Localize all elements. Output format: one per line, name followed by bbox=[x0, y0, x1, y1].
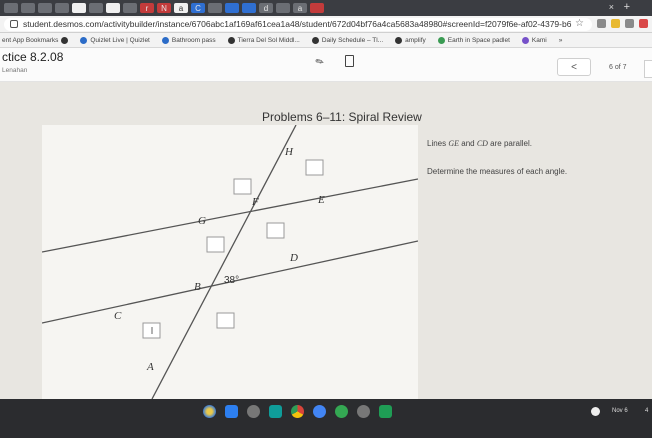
tab-icon[interactable] bbox=[225, 3, 239, 13]
activity-title: ctice 8.2.08 bbox=[2, 50, 64, 64]
new-tab-button[interactable]: + bbox=[623, 1, 630, 13]
tab-close-icon[interactable]: × bbox=[608, 2, 614, 12]
problem-title: Problems 6–11: Spiral Review bbox=[262, 110, 422, 124]
tab-letter-r[interactable]: r bbox=[140, 3, 154, 13]
bookmark-amplify[interactable] bbox=[395, 37, 426, 44]
bookmark-label: Daily Schedule – Tl... bbox=[321, 36, 384, 44]
point-label-e: E bbox=[318, 194, 325, 206]
extension-icon[interactable] bbox=[611, 19, 620, 28]
kami-icon bbox=[522, 37, 529, 44]
line-name-ge: GE bbox=[448, 139, 460, 148]
extension-icon[interactable] bbox=[639, 19, 648, 28]
prompt-instruction: Determine the measures of each angle. bbox=[427, 167, 568, 176]
line-ge bbox=[42, 179, 418, 252]
tab-icon[interactable] bbox=[310, 3, 324, 13]
app-icon[interactable] bbox=[379, 405, 392, 418]
tab-letter-c[interactable]: C bbox=[191, 3, 205, 13]
bookmark-label: Bathroom pass bbox=[171, 36, 216, 44]
tab-icon[interactable] bbox=[38, 3, 52, 13]
activity-header bbox=[0, 48, 652, 82]
tab-icon[interactable] bbox=[72, 3, 86, 13]
browser-tab-strip bbox=[0, 0, 652, 16]
bookmark-label: amplify bbox=[405, 36, 426, 44]
tab-icon[interactable] bbox=[123, 3, 137, 13]
tab-letter-d[interactable]: d bbox=[259, 3, 273, 13]
extension-icon[interactable] bbox=[625, 19, 634, 28]
point-label-f: F bbox=[252, 196, 259, 208]
bookmarks-bar bbox=[0, 33, 652, 48]
padlet-icon bbox=[438, 37, 445, 44]
google-icon bbox=[162, 37, 169, 44]
student-name: Lenahan bbox=[2, 67, 28, 74]
bookmark-label: Tierra Del Sol Middl... bbox=[237, 36, 300, 44]
amplify-icon bbox=[395, 37, 402, 44]
bookmark-label: Quizlet Live | Quizlet bbox=[90, 36, 150, 44]
angle-label-38: 38° bbox=[224, 275, 240, 286]
apps-grid-icon bbox=[61, 37, 68, 44]
diagram-card bbox=[42, 125, 418, 399]
bookmark-label: Kami bbox=[531, 36, 547, 44]
line-name-cd: CD bbox=[476, 139, 488, 148]
tab-icon[interactable] bbox=[4, 3, 18, 13]
tab-icon[interactable] bbox=[276, 3, 290, 13]
point-label-g: G bbox=[198, 215, 206, 227]
tab-icon[interactable] bbox=[208, 3, 222, 13]
launcher-icon[interactable] bbox=[203, 405, 216, 418]
prompt-parallel bbox=[427, 139, 532, 148]
bookmark-label: ent App Bookmarks bbox=[2, 36, 59, 44]
tab-icon[interactable] bbox=[21, 3, 35, 13]
shelf-apps bbox=[203, 405, 392, 418]
app-icon[interactable] bbox=[357, 405, 370, 418]
schedule-icon bbox=[312, 37, 319, 44]
angle-answer-box[interactable] bbox=[217, 313, 234, 328]
tab-letter-a-2[interactable]: a bbox=[293, 3, 307, 13]
bookmark-tierra-del-sol[interactable] bbox=[228, 37, 300, 44]
prompt-text: Lines bbox=[427, 139, 449, 148]
extension-icon[interactable] bbox=[597, 19, 606, 28]
screen-navigation bbox=[557, 58, 627, 76]
bookmark-daily-schedule[interactable] bbox=[312, 37, 383, 44]
sketch-pencil-icon[interactable]: ✎ bbox=[313, 55, 327, 70]
notification-icon[interactable] bbox=[591, 407, 600, 416]
point-label-d: D bbox=[290, 252, 298, 264]
bookmark-kami[interactable] bbox=[522, 37, 547, 44]
classroom-icon[interactable] bbox=[269, 405, 282, 418]
bookmark-label: Earth in Space padlet bbox=[447, 36, 510, 44]
tab-icon[interactable] bbox=[242, 3, 256, 13]
os-taskbar bbox=[0, 399, 652, 438]
quizlet-icon bbox=[80, 37, 87, 44]
app-icon[interactable] bbox=[313, 405, 326, 418]
page-indicator: 6 of 7 bbox=[609, 63, 627, 71]
angle-answer-box[interactable] bbox=[234, 179, 251, 194]
calculator-icon[interactable] bbox=[345, 55, 354, 67]
address-bar bbox=[0, 16, 652, 33]
url-text: student.desmos.com/activitybuilder/instance/6706abc1af169af61cea1a48/student/672d04bf76a4ca5683a48980#screenId=f2079f6e-af02-4379-b6 bbox=[23, 19, 572, 29]
geometry-diagram bbox=[42, 125, 418, 399]
taskbar-clock[interactable]: 4 bbox=[645, 408, 649, 414]
bookmarks-more[interactable] bbox=[559, 37, 563, 44]
bookmark-quizlet[interactable] bbox=[80, 37, 150, 44]
tab-icon[interactable] bbox=[55, 3, 69, 13]
angle-answer-box[interactable] bbox=[306, 160, 323, 175]
angle-answer-box[interactable] bbox=[267, 223, 284, 238]
bookmark-bathroom-pass[interactable] bbox=[162, 37, 216, 44]
prompt-text: and bbox=[459, 139, 477, 148]
more-icon: » bbox=[558, 36, 563, 44]
point-label-h: H bbox=[285, 146, 293, 158]
point-label-a: A bbox=[147, 361, 154, 373]
bookmark-earth-in-space[interactable] bbox=[438, 37, 510, 44]
taskbar-date[interactable]: Nov 6 bbox=[612, 408, 628, 414]
next-screen-button[interactable] bbox=[644, 60, 652, 78]
bookmark-apps[interactable] bbox=[2, 37, 68, 44]
bookmark-star-icon[interactable]: ☆ bbox=[575, 18, 584, 29]
tab-icon[interactable] bbox=[106, 3, 120, 13]
prompt-text: are parallel. bbox=[487, 139, 532, 148]
tab-letter-n[interactable]: N bbox=[157, 3, 171, 13]
files-icon[interactable] bbox=[225, 405, 238, 418]
chrome-icon[interactable] bbox=[291, 405, 304, 418]
site-info-icon[interactable] bbox=[10, 20, 18, 28]
angle-answer-box[interactable] bbox=[207, 237, 224, 252]
point-label-b: B bbox=[194, 281, 201, 293]
extension-icons bbox=[597, 19, 648, 28]
school-icon bbox=[228, 37, 235, 44]
screen-content bbox=[0, 82, 652, 399]
point-label-c: C bbox=[114, 310, 122, 322]
play-store-icon[interactable] bbox=[335, 405, 348, 418]
tab-icon[interactable] bbox=[89, 3, 103, 13]
url-field[interactable] bbox=[4, 18, 592, 31]
app-icon[interactable] bbox=[247, 405, 260, 418]
transversal-ha bbox=[152, 125, 296, 399]
tab-letter-a[interactable]: a bbox=[174, 3, 188, 13]
previous-screen-button[interactable]: < bbox=[557, 58, 591, 76]
